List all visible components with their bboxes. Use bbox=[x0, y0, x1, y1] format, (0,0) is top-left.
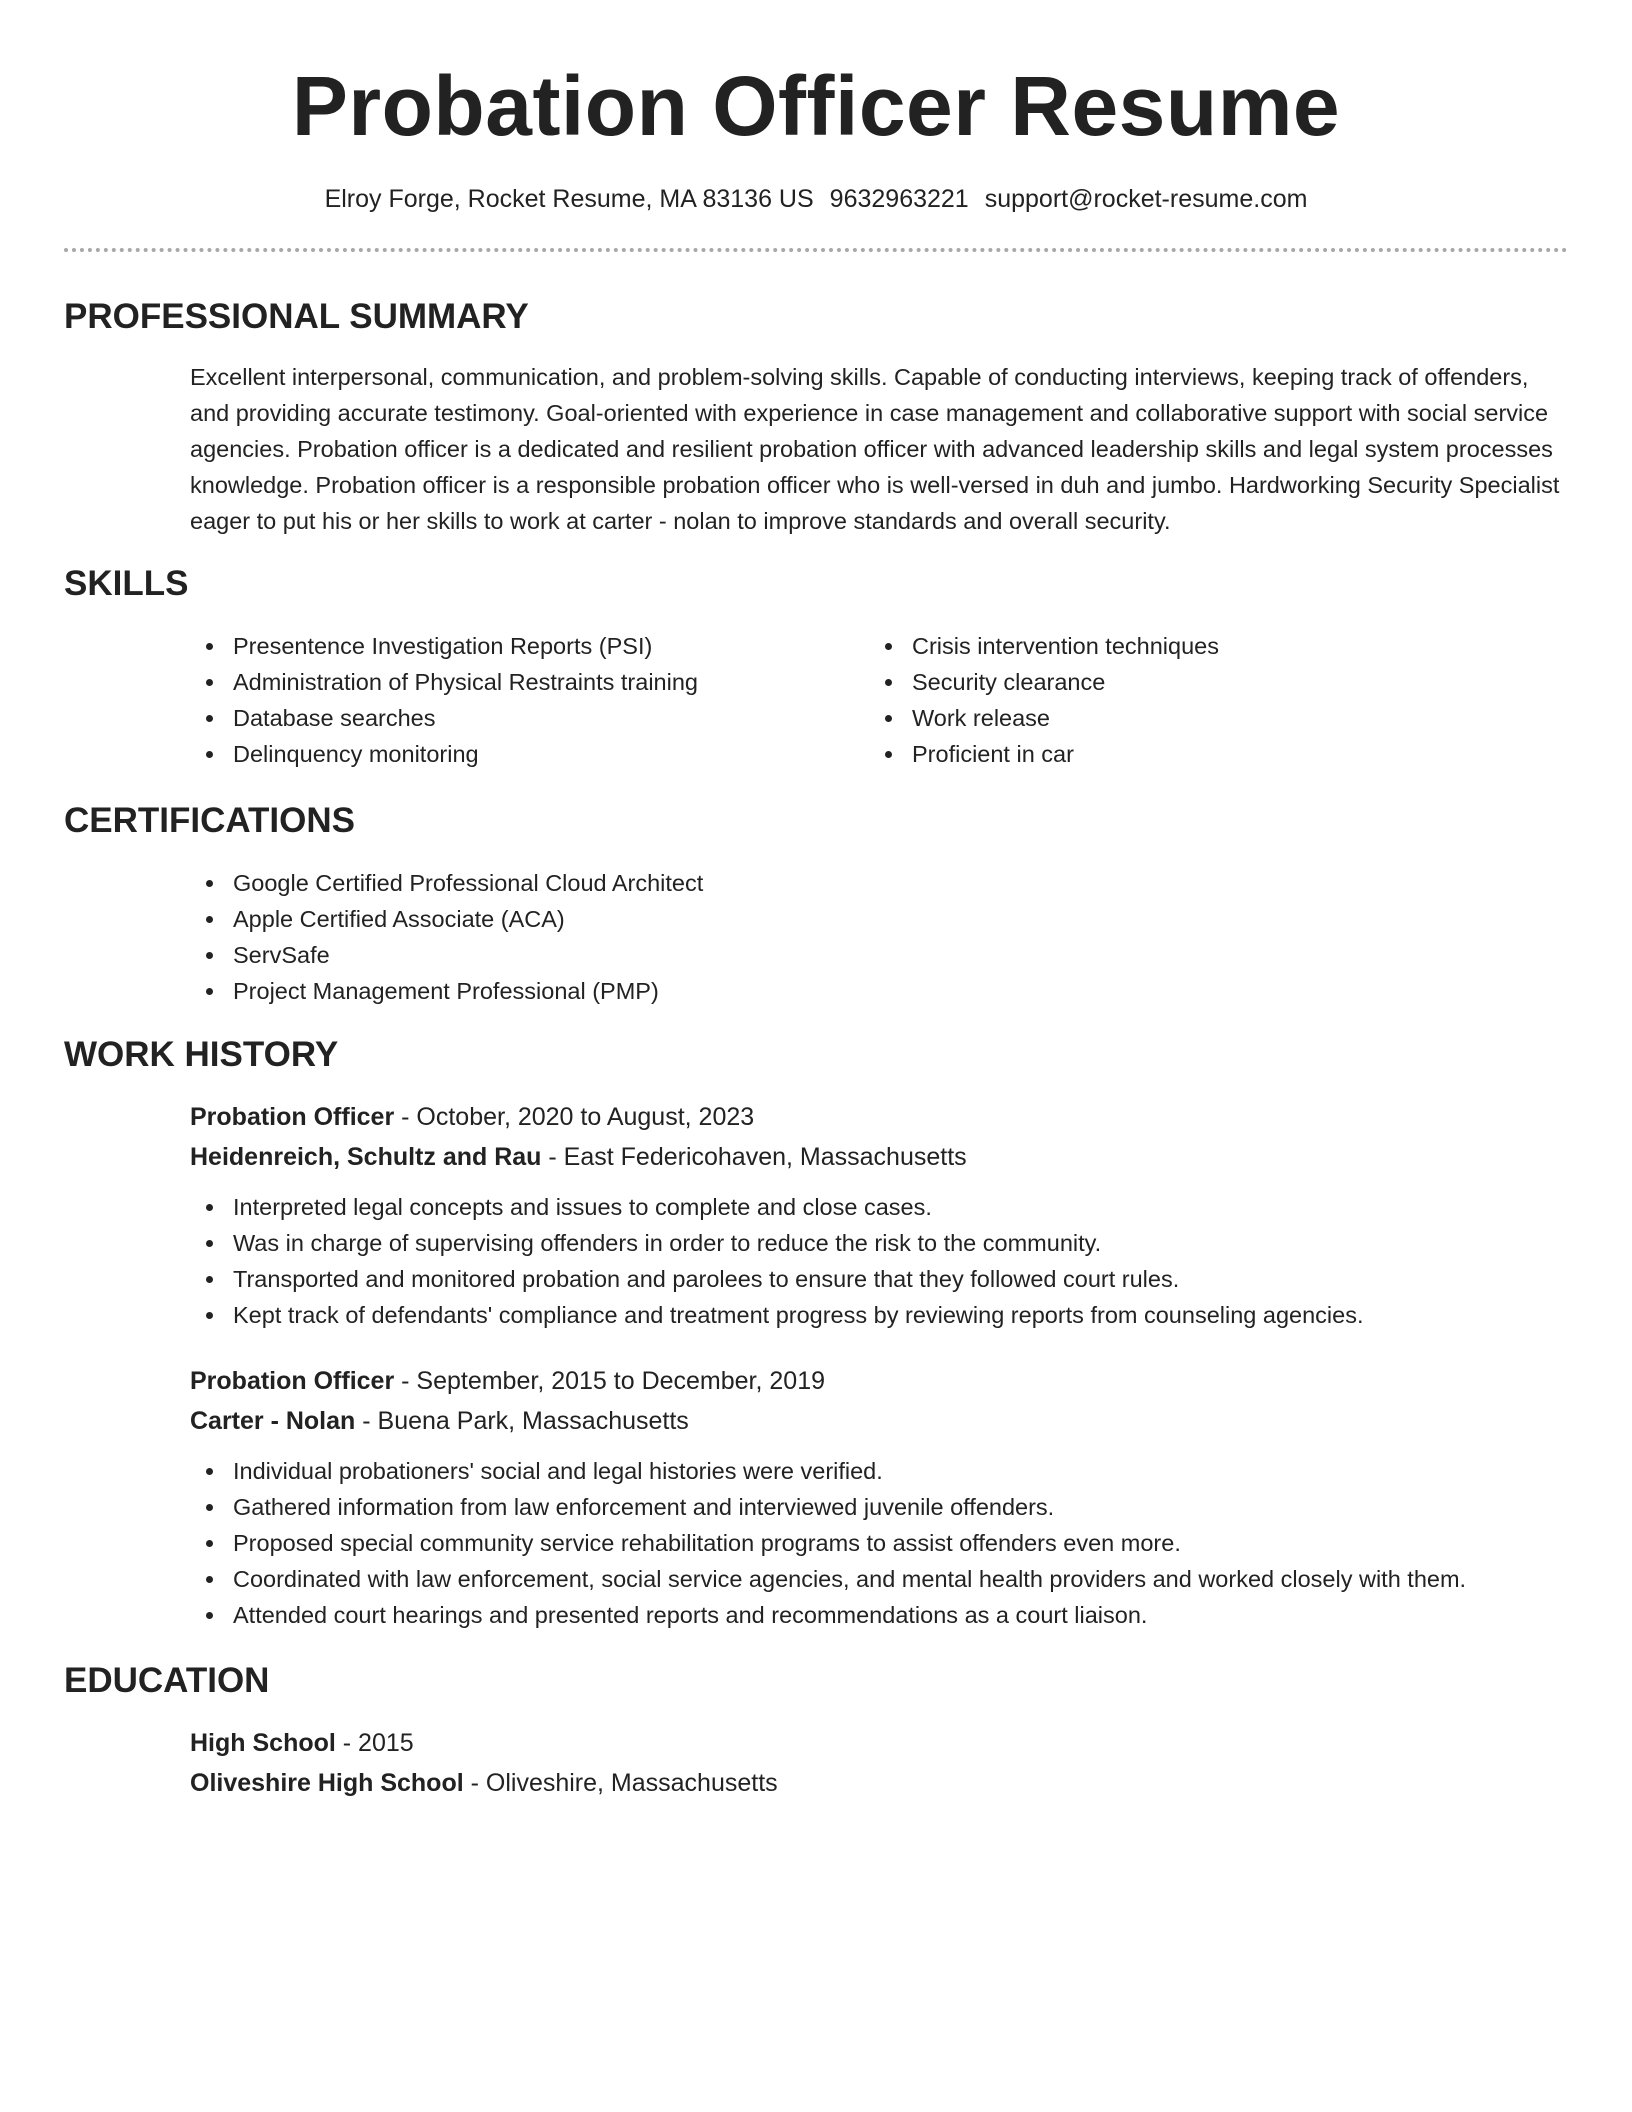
job-title-line bbox=[190, 1097, 1568, 1137]
job-entry bbox=[64, 1361, 1568, 1633]
contact-address: Elroy Forge, Rocket Resume, MA 83136 US bbox=[324, 185, 814, 213]
job-duty: Individual probationers' social and legal histories were verified. bbox=[233, 1453, 1568, 1489]
summary-text: Excellent interpersonal, communication, and problem-solving skills. Capable of conducting interviews, keeping track of offenders, and providing accurate testimony. Goal-oriented with experience in case management and collaborative support with social service agencies. Probation officer is a dedicated and resilient probation officer with advanced leadership skills and legal system processes knowledge. Probation officer is a responsible probation officer who is well-versed in duh and jumbo. Hardworking Security Specialist eager to put his or her skills to work at carter - nolan to improve standards and overall security. bbox=[190, 364, 1560, 534]
skill-item: Delinquency monitoring bbox=[233, 736, 743, 772]
education-degree-line bbox=[190, 1723, 1568, 1763]
skill-item: Administration of Physical Restraints training bbox=[233, 664, 743, 700]
education-section bbox=[64, 1661, 1568, 1803]
job-duty: Coordinated with law enforcement, social service agencies, and mental health providers and worked closely with them. bbox=[233, 1561, 1568, 1597]
skill-item: Proficient in car bbox=[912, 736, 1219, 772]
job-location: - Buena Park, Massachusetts bbox=[355, 1407, 689, 1435]
summary-heading: PROFESSIONAL SUMMARY bbox=[64, 297, 529, 336]
job-title: Probation Officer bbox=[190, 1367, 395, 1395]
skill-item: Work release bbox=[912, 700, 1219, 736]
job-company: Carter - Nolan bbox=[190, 1407, 356, 1435]
contact-line bbox=[64, 184, 1568, 214]
job-entry bbox=[64, 1097, 1568, 1333]
certifications-heading: CERTIFICATIONS bbox=[64, 801, 356, 840]
education-school-line bbox=[190, 1763, 1568, 1803]
certification-item: ServSafe bbox=[233, 937, 1568, 973]
contact-phone: 9632963221 bbox=[829, 185, 969, 213]
job-duty: Proposed special community service rehabilitation programs to assist offenders even more. bbox=[233, 1525, 1568, 1561]
job-dates: - September, 2015 to December, 2019 bbox=[394, 1367, 826, 1395]
job-duty: Attended court hearings and presented reports and recommendations as a court liaison. bbox=[233, 1597, 1568, 1633]
job-duty: Transported and monitored probation and parolees to ensure that they followed court rules. bbox=[233, 1261, 1568, 1297]
skills-section bbox=[64, 564, 1568, 772]
skill-item: Crisis intervention techniques bbox=[912, 628, 1219, 664]
work-history-section bbox=[64, 1035, 1568, 1633]
certification-item: Project Management Professional (PMP) bbox=[233, 973, 1568, 1009]
certifications-list bbox=[64, 865, 1568, 1009]
job-company-line bbox=[190, 1401, 1568, 1441]
skill-item: Presentence Investigation Reports (PSI) bbox=[233, 628, 743, 664]
education-heading: EDUCATION bbox=[64, 1661, 270, 1700]
resume-page bbox=[64, 0, 1568, 1803]
skills-list-right bbox=[743, 628, 1219, 772]
job-duties-list bbox=[64, 1189, 1568, 1333]
certification-item: Apple Certified Associate (ACA) bbox=[233, 901, 1568, 937]
education-year: - 2015 bbox=[335, 1729, 414, 1757]
education-degree: High School bbox=[190, 1729, 336, 1757]
job-dates: - October, 2020 to August, 2023 bbox=[394, 1103, 755, 1131]
job-company: Heidenreich, Schultz and Rau bbox=[190, 1143, 542, 1171]
job-duties-list bbox=[64, 1453, 1568, 1633]
certification-item: Google Certified Professional Cloud Architect bbox=[233, 865, 1568, 901]
job-duty: Gathered information from law enforcement and interviewed juvenile offenders. bbox=[233, 1489, 1568, 1525]
header-divider bbox=[64, 248, 1568, 252]
summary-section bbox=[64, 297, 1568, 539]
education-location: - Oliveshire, Massachusetts bbox=[463, 1769, 778, 1797]
education-school: Oliveshire High School bbox=[190, 1769, 464, 1797]
certifications-section bbox=[64, 801, 1568, 1009]
work-history-heading: WORK HISTORY bbox=[64, 1035, 339, 1074]
job-duty: Interpreted legal concepts and issues to complete and close cases. bbox=[233, 1189, 1568, 1225]
skill-item: Database searches bbox=[233, 700, 743, 736]
skill-item: Security clearance bbox=[912, 664, 1219, 700]
job-duty: Kept track of defendants' compliance and treatment progress by reviewing reports from counseling agencies. bbox=[233, 1297, 1568, 1333]
job-title: Probation Officer bbox=[190, 1103, 395, 1131]
job-duty: Was in charge of supervising offenders in order to reduce the risk to the community. bbox=[233, 1225, 1568, 1261]
skills-list-left bbox=[64, 628, 743, 772]
job-title-line bbox=[190, 1361, 1568, 1401]
job-company-line bbox=[190, 1137, 1568, 1177]
contact-email[interactable]: support@rocket-resume.com bbox=[984, 185, 1308, 213]
resume-title: Probation Officer Resume bbox=[291, 59, 1341, 153]
job-location: - East Federicohaven, Massachusetts bbox=[541, 1143, 967, 1171]
skills-heading: SKILLS bbox=[64, 564, 189, 603]
